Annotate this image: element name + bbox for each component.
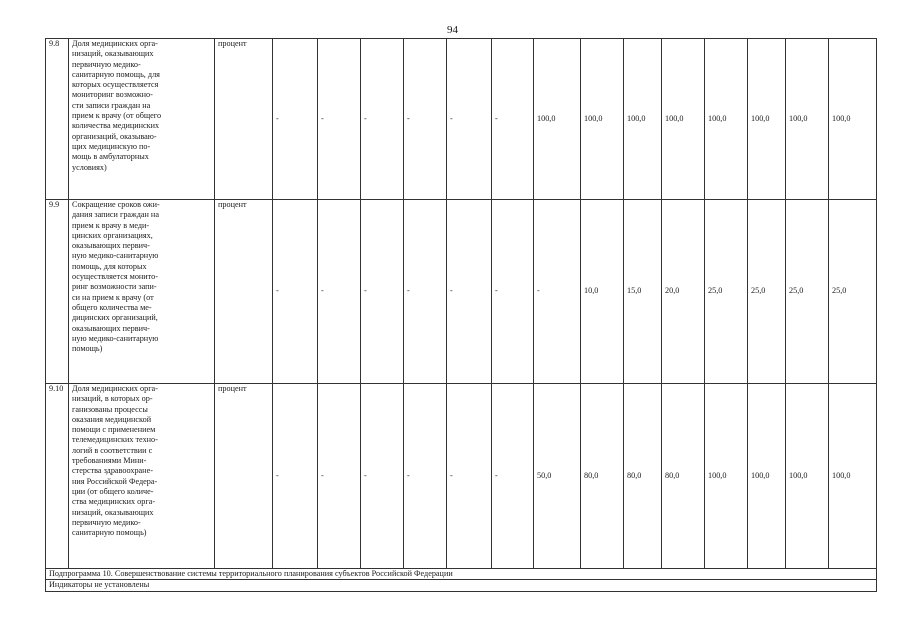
description-line: осуществляется монито- <box>72 272 158 282</box>
description-line: общего количества ме- <box>72 302 152 312</box>
description-line: логий в соответствии с <box>72 445 153 455</box>
description-line: низаций, оказывающих <box>72 49 154 59</box>
description-line: ринг возможности запи- <box>72 282 157 292</box>
indicator-table <box>45 38 877 592</box>
indicator-row <box>46 384 877 569</box>
description-line: мощь в амбулаторных <box>72 152 149 162</box>
indicator-value: 80,0 <box>581 384 624 569</box>
description-line: первичную медико- <box>72 59 141 69</box>
indicator-value: 100,0 <box>662 39 705 200</box>
description-line: си на прием к врачу (от <box>72 292 154 302</box>
description-line: Доля медицинских орга- <box>72 39 158 48</box>
indicator-value: 100,0 <box>534 39 581 200</box>
indicator-value: 100,0 <box>624 39 662 200</box>
description-line: низаций, в которых ор- <box>72 394 153 404</box>
indicator-value: 10,0 <box>581 200 624 384</box>
indicator-row <box>46 39 877 200</box>
description-line: оказывающих первич- <box>72 323 150 333</box>
indicator-value: 80,0 <box>624 384 662 569</box>
description-line: прием к врачу (от общего <box>72 111 162 121</box>
indicator-value: - <box>318 200 361 384</box>
indicator-value: 25,0 <box>705 200 748 384</box>
indicator-description <box>69 200 215 384</box>
indicator-value: 100,0 <box>748 384 786 569</box>
subprogram-row <box>46 569 877 580</box>
description-line: цинских организациях, <box>72 230 153 240</box>
indicator-number: 9.8 <box>46 39 69 200</box>
indicator-value: - <box>534 200 581 384</box>
indicator-value: - <box>447 384 492 569</box>
description-line: помощь, для которых <box>72 261 147 271</box>
description-line: сти записи граждан на <box>72 100 151 110</box>
description-line: низаций, оказывающих <box>72 507 154 517</box>
indicator-value: - <box>273 39 318 200</box>
indicator-value: 25,0 <box>829 200 877 384</box>
indicator-value: 100,0 <box>786 39 829 200</box>
description-line: Сокращение сроков ожи- <box>72 200 160 209</box>
indicator-value: 80,0 <box>662 384 705 569</box>
indicator-value: 100,0 <box>705 39 748 200</box>
description-line: помощь) <box>72 344 103 354</box>
description-line: стерства здравоохране- <box>72 466 153 476</box>
description-line: помощи с применением <box>72 425 156 435</box>
indicator-value: - <box>273 384 318 569</box>
indicator-value: - <box>273 200 318 384</box>
description-line: ную медико-санитарную <box>72 333 159 343</box>
description-line: ную медико-санитарную <box>72 251 159 261</box>
indicator-unit: процент <box>215 384 273 569</box>
description-line: ганизованы процессы <box>72 404 148 414</box>
description-line: ции (от общего количе- <box>72 486 154 496</box>
description-line: оказывающих первич- <box>72 241 150 251</box>
description-line: мониторинг возможно- <box>72 90 153 100</box>
subprogram-note: Индикаторы не установлены <box>46 580 877 591</box>
indicator-value: 20,0 <box>662 200 705 384</box>
subprogram-note-row <box>46 580 877 591</box>
indicator-value: - <box>361 384 404 569</box>
description-line: количества медицинских <box>72 121 160 131</box>
description-line: санитарную помощь) <box>72 528 147 538</box>
description-line: требованиями Мини- <box>72 456 147 466</box>
indicator-value: - <box>492 39 534 200</box>
indicator-value: 100,0 <box>829 384 877 569</box>
indicator-value: 100,0 <box>829 39 877 200</box>
description-line: оказания медицинской <box>72 414 152 424</box>
indicator-unit: процент <box>215 200 273 384</box>
page-number: 94 <box>447 24 458 36</box>
indicator-row <box>46 200 877 384</box>
indicator-value: - <box>492 200 534 384</box>
indicator-value: - <box>318 39 361 200</box>
description-line: санитарную помощь, для <box>72 69 160 79</box>
indicator-description <box>69 384 215 569</box>
description-line: телемедицинских техно- <box>72 435 158 445</box>
indicator-value: - <box>447 39 492 200</box>
description-line: дания записи граждан на <box>72 210 159 220</box>
description-line: ства медицинских орга- <box>72 497 156 507</box>
description-line: ния Российской Федера- <box>72 476 158 486</box>
indicator-value: 25,0 <box>786 200 829 384</box>
indicator-value: - <box>361 200 404 384</box>
indicator-value: - <box>447 200 492 384</box>
indicator-value: 15,0 <box>624 200 662 384</box>
description-line: Доля медицинских орга- <box>72 384 158 393</box>
indicator-unit: процент <box>215 39 273 200</box>
indicator-value: - <box>404 384 447 569</box>
indicator-number: 9.10 <box>46 384 69 569</box>
indicator-value: 100,0 <box>581 39 624 200</box>
subprogram-title: Подпрограмма 10. Совершенствование системы территориального планирования субъектов Российской Федерации <box>46 569 877 580</box>
description-line: условиях) <box>72 162 107 172</box>
indicator-rows <box>46 39 877 569</box>
indicator-value: - <box>318 384 361 569</box>
indicator-number: 9.9 <box>46 200 69 384</box>
indicator-description <box>69 39 215 200</box>
description-line: организаций, оказываю- <box>72 131 157 141</box>
indicator-value: 25,0 <box>748 200 786 384</box>
indicator-value: 100,0 <box>705 384 748 569</box>
indicator-value: 100,0 <box>786 384 829 569</box>
indicator-value: - <box>492 384 534 569</box>
indicator-value: - <box>404 200 447 384</box>
indicator-value: 50,0 <box>534 384 581 569</box>
indicator-value: - <box>404 39 447 200</box>
description-line: прием к врачу в меди- <box>72 220 150 230</box>
indicator-value: 100,0 <box>748 39 786 200</box>
indicator-value: - <box>361 39 404 200</box>
description-line: которых осуществляется <box>72 80 159 90</box>
description-line: первичную медико- <box>72 517 141 527</box>
description-line: дицинских организаций, <box>72 313 158 323</box>
description-line: щих медицинскую по- <box>72 141 151 151</box>
